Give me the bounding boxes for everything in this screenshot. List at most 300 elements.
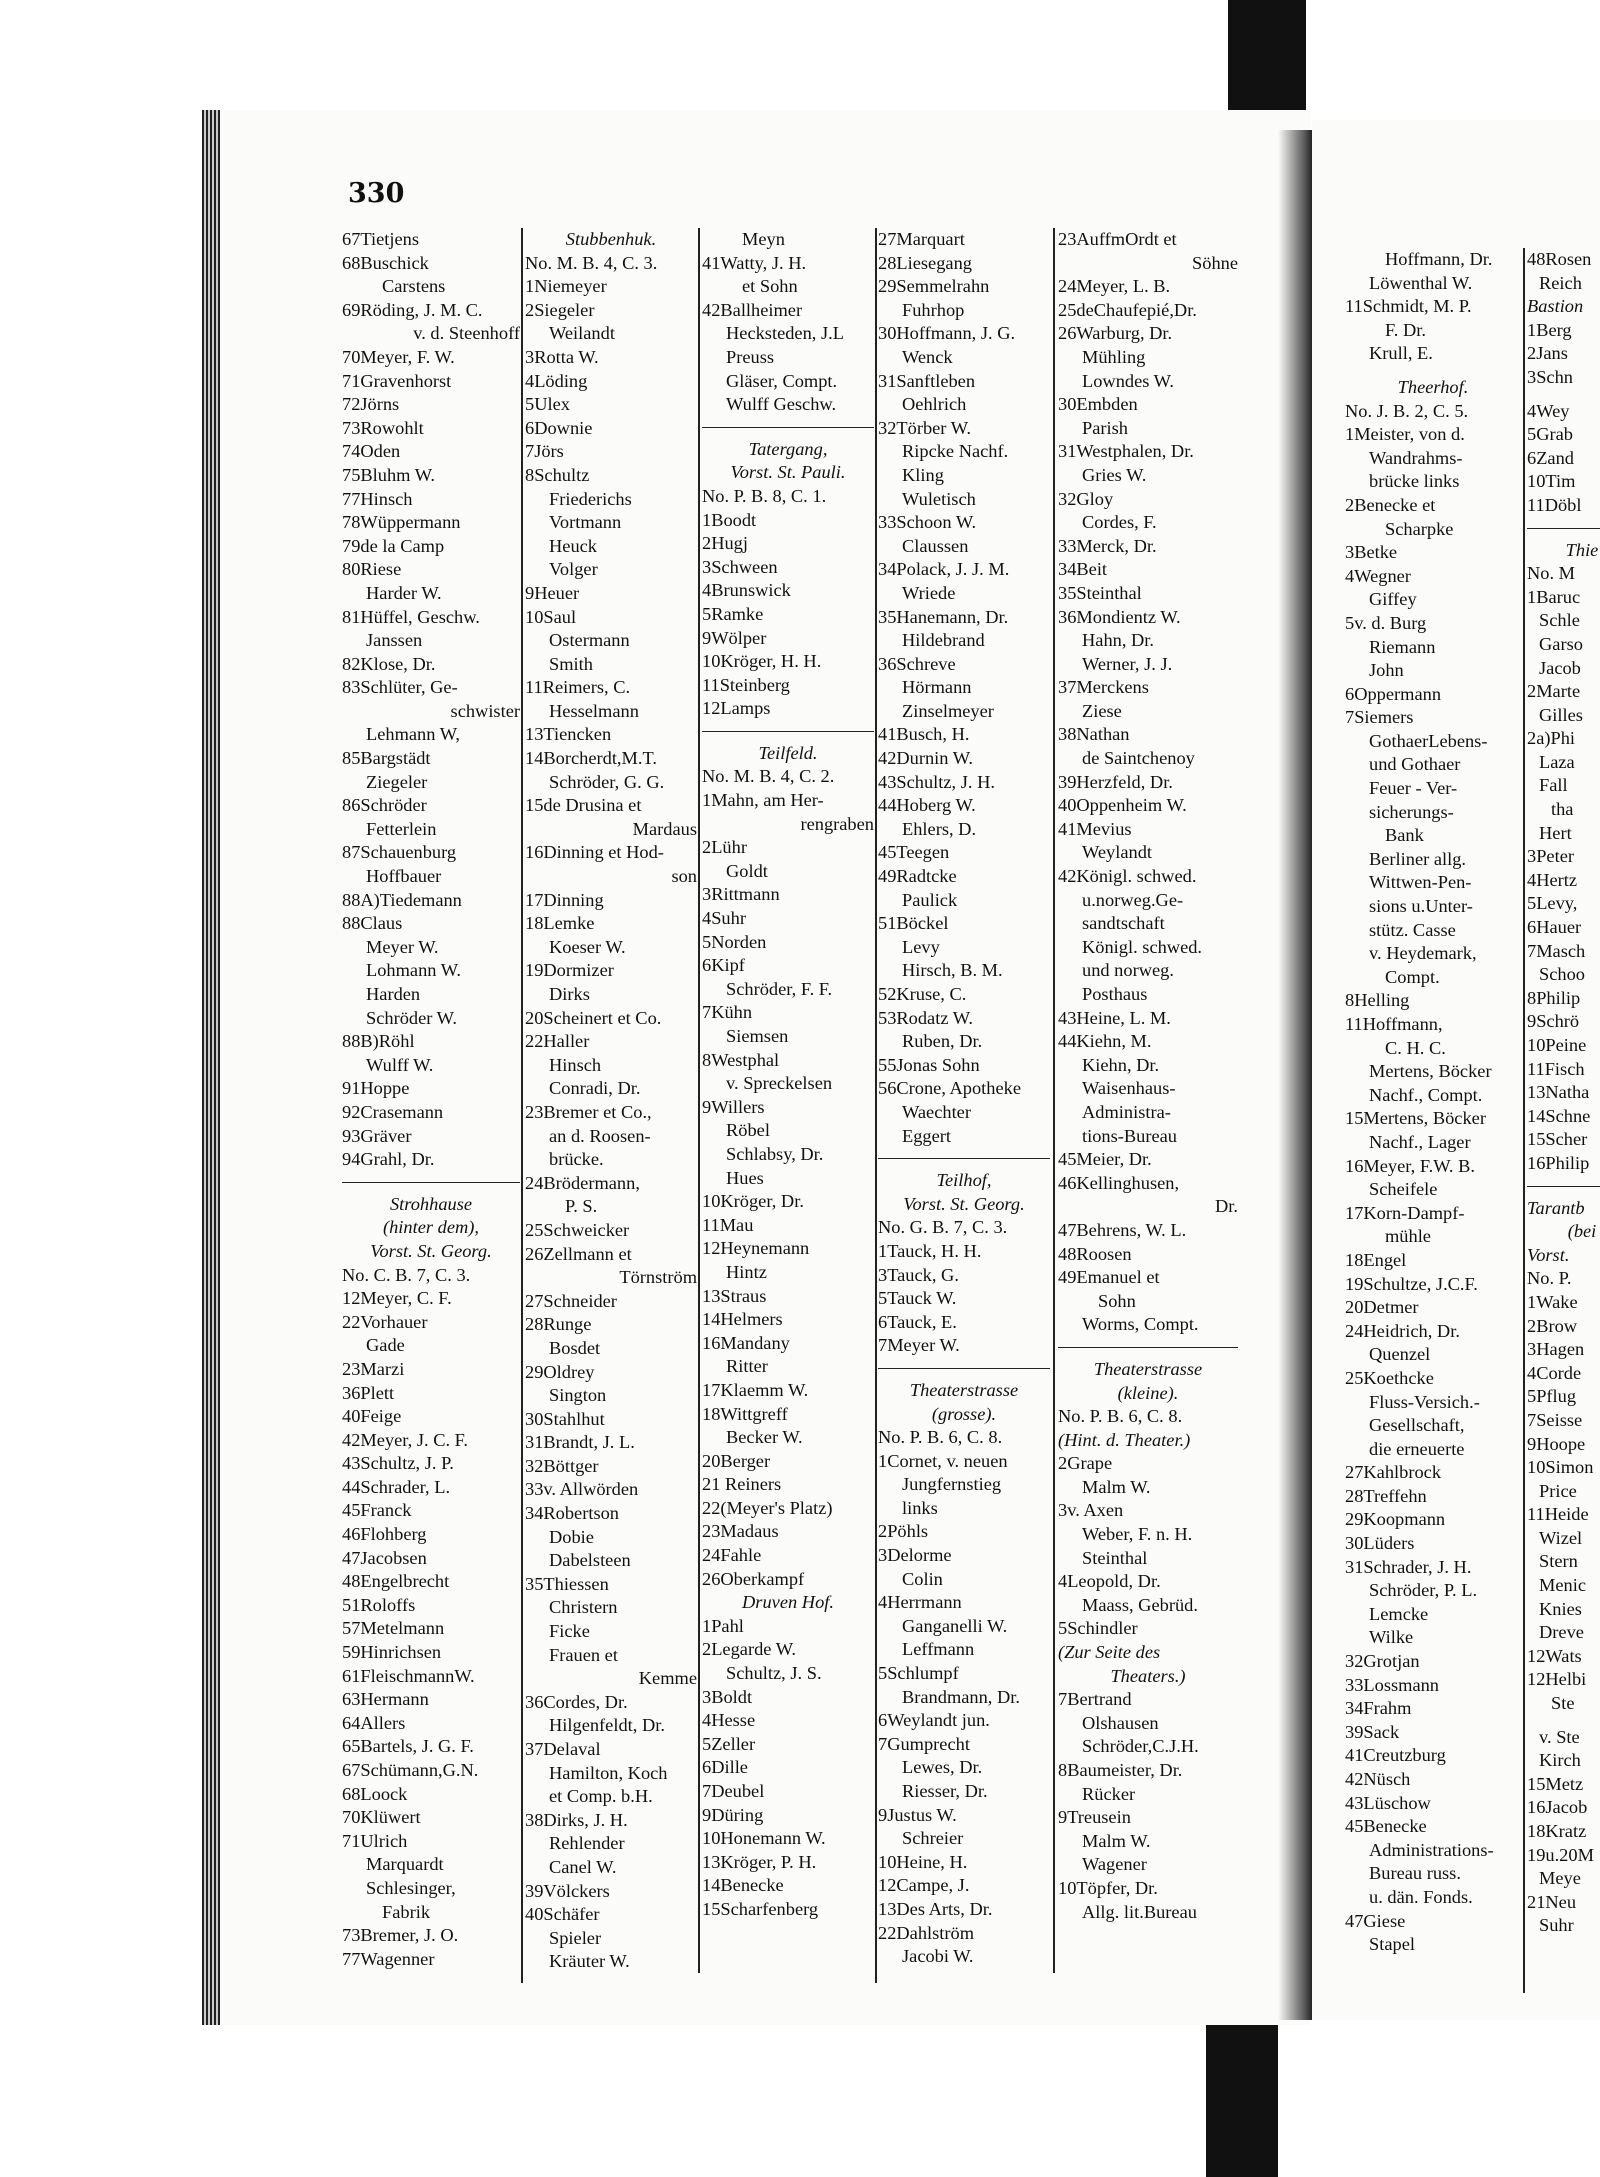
directory-entry: 3Rotta W. bbox=[525, 346, 599, 367]
directory-entry: 8Philip bbox=[1527, 987, 1581, 1008]
directory-entry: 85Bargstädt bbox=[342, 748, 431, 769]
directory-entry: 1Mahn, am Her- bbox=[702, 790, 824, 811]
directory-entry: Mardaus bbox=[632, 818, 697, 839]
directory-entry: Scharpke bbox=[1385, 518, 1454, 539]
directory-entry: 31Westphalen, Dr. bbox=[1058, 441, 1194, 462]
directory-entry: 7Meyer W. bbox=[878, 1335, 960, 1356]
directory-entry: Sington bbox=[549, 1385, 607, 1406]
directory-entry: 42Meyer, J. C. F. bbox=[342, 1429, 469, 1450]
street-heading: (bei bbox=[1567, 1221, 1597, 1242]
directory-entry: Fall bbox=[1539, 775, 1568, 796]
directory-entry: Jungfernstieg bbox=[902, 1474, 1002, 1495]
street-heading: Teilhof, bbox=[936, 1170, 992, 1191]
directory-entry: Feuer - Ver- bbox=[1369, 778, 1458, 799]
directory-entry: 17Korn-Dampf- bbox=[1345, 1202, 1465, 1223]
directory-entry: 37Delaval bbox=[525, 1739, 601, 1759]
directory-entry: Smith bbox=[549, 653, 593, 674]
directory-entry: Schlabsy, Dr. bbox=[726, 1143, 824, 1164]
column-divider bbox=[1053, 228, 1055, 1973]
directory-entry: v. Ste bbox=[1539, 1726, 1580, 1747]
directory-entry: 4Wegner bbox=[1345, 565, 1411, 586]
directory-entry: Colin bbox=[902, 1568, 943, 1589]
directory-entry: 56Crone, Apotheke bbox=[878, 1078, 1022, 1099]
directory-entry: 15Scher bbox=[1527, 1129, 1588, 1150]
directory-entry: 45Benecke bbox=[1345, 1816, 1427, 1837]
directory-entry: 15Mertens, Böcker bbox=[1345, 1108, 1486, 1129]
directory-entry: Lewes, Dr. bbox=[902, 1757, 983, 1778]
directory-entry: Hildebrand bbox=[902, 630, 985, 651]
directory-entry: 49Radtcke bbox=[878, 866, 957, 887]
directory-entry: 4Wey bbox=[1527, 400, 1570, 421]
directory-entry: Schultz, J. S. bbox=[726, 1663, 822, 1684]
directory-entry: Ziese bbox=[1082, 700, 1122, 721]
directory-entry: Wilke bbox=[1369, 1627, 1414, 1648]
right-page-column-2 bbox=[1527, 248, 1600, 1938]
directory-entry: 7Siemers bbox=[1345, 707, 1414, 728]
directory-entry: Fuhrhop bbox=[902, 299, 965, 320]
directory-entry: Administrations- bbox=[1369, 1839, 1494, 1860]
directory-entry: Jacob bbox=[1539, 657, 1581, 678]
directory-entry: 1Tauck, H. H. bbox=[878, 1240, 982, 1261]
directory-entry: No. G. B. 7, C. 3. bbox=[878, 1217, 1008, 1238]
directory-entry: 71Ulrich bbox=[342, 1830, 408, 1851]
directory-entry: 6Oppermann bbox=[1345, 683, 1442, 704]
directory-entry: 33v. Allwörden bbox=[525, 1479, 639, 1500]
directory-entry: Lehmann W, bbox=[366, 724, 460, 745]
directory-entry: 10Honemann W. bbox=[702, 1828, 826, 1849]
directory-entry: Riemann bbox=[1369, 636, 1436, 657]
directory-entry: 16Jacob bbox=[1527, 1797, 1588, 1818]
directory-entry: 19Dormizer bbox=[525, 960, 614, 981]
directory-entry: 48Rosen bbox=[1527, 249, 1592, 269]
directory-entry: 74Oden bbox=[342, 441, 401, 462]
directory-entry: GothaerLebens- bbox=[1369, 730, 1488, 751]
directory-entry: 81Hüffel, Geschw. bbox=[342, 606, 480, 627]
directory-entry: 21 Reiners bbox=[702, 1474, 782, 1495]
directory-entry: 28Runge bbox=[525, 1314, 592, 1335]
directory-entry: 23AuffmOrdt et bbox=[1058, 229, 1177, 249]
directory-entry: 13Natha bbox=[1527, 1082, 1590, 1103]
directory-entry: 15Metz bbox=[1527, 1773, 1584, 1794]
directory-entry: 32Gloy bbox=[1058, 488, 1114, 509]
column-divider bbox=[698, 228, 700, 1973]
directory-entry: 6Weylandt jun. bbox=[878, 1710, 990, 1731]
spacer bbox=[1527, 1716, 1600, 1726]
directory-entry: Wuletisch bbox=[902, 488, 976, 509]
directory-entry: 13Straus bbox=[702, 1285, 767, 1306]
directory-entry: Preuss bbox=[726, 346, 775, 367]
directory-entry: 21Neu bbox=[1527, 1891, 1577, 1912]
directory-entry: Levy bbox=[902, 936, 940, 957]
directory-entry: 11Döbl bbox=[1527, 494, 1582, 515]
directory-entry: 3Rittmann bbox=[702, 884, 780, 905]
directory-entry: Gläser, Compt. bbox=[726, 370, 838, 391]
directory-entry: Gade bbox=[366, 1335, 405, 1356]
directory-entry: 34Robertson bbox=[525, 1503, 619, 1524]
directory-entry: 33Schoon W. bbox=[878, 512, 977, 533]
street-heading: Strohhause bbox=[389, 1193, 473, 1214]
directory-entry: Scheifele bbox=[1369, 1179, 1438, 1200]
directory-entry: Schlesinger, bbox=[366, 1877, 456, 1898]
directory-entry: 6Tauck, E. bbox=[878, 1311, 957, 1332]
directory-entry: 9Justus W. bbox=[878, 1804, 957, 1825]
directory-entry: Meyer W. bbox=[366, 936, 439, 957]
directory-entry: 4Suhr bbox=[702, 908, 746, 929]
directory-entry: 12Campe, J. bbox=[878, 1875, 970, 1896]
directory-entry: Ehlers, D. bbox=[902, 818, 977, 839]
directory-entry: 63Hermann bbox=[342, 1689, 429, 1710]
directory-entry: sions u.Unter- bbox=[1369, 896, 1473, 917]
directory-entry: 24Heidrich, Dr. bbox=[1345, 1320, 1460, 1341]
directory-entry: Suhr bbox=[1539, 1915, 1574, 1936]
directory-entry: 31Sanftleben bbox=[878, 370, 976, 391]
directory-entry: Canel W. bbox=[549, 1856, 617, 1877]
directory-entry: Hörmann bbox=[902, 677, 972, 698]
directory-entry: 40Feige bbox=[342, 1406, 402, 1427]
directory-entry: 4Brunswick bbox=[702, 580, 791, 601]
directory-entry: 30Hoffmann, J. G. bbox=[878, 323, 1016, 344]
directory-entry: Lohmann W. bbox=[366, 960, 462, 981]
directory-entry: und norweg. bbox=[1082, 960, 1174, 981]
directory-entry: v. d. Steenhoff bbox=[413, 323, 520, 344]
street-heading: Stubbenhuk. bbox=[565, 229, 657, 249]
directory-entry: Garso bbox=[1539, 633, 1583, 654]
directory-entry: Kirch bbox=[1539, 1750, 1581, 1771]
directory-entry: 33Lossmann bbox=[1345, 1674, 1439, 1695]
street-heading: (kleine). bbox=[1117, 1382, 1179, 1403]
directory-entry: 11Heide bbox=[1527, 1504, 1589, 1525]
directory-entry: 94Grahl, Dr. bbox=[342, 1149, 435, 1170]
directory-entry: 9Treusein bbox=[1058, 1807, 1131, 1828]
directory-entry: Schröder W. bbox=[366, 1007, 457, 1028]
directory-entry: 42Nüsch bbox=[1345, 1769, 1411, 1789]
directory-entry: Wagener bbox=[1082, 1854, 1147, 1875]
street-heading: Tarantb bbox=[1527, 1197, 1585, 1218]
directory-entry: F. Dr. bbox=[1385, 319, 1426, 340]
directory-entry: No. P. B. 8, C. 1. bbox=[702, 485, 827, 506]
directory-entry: et Comp. b.H. bbox=[549, 1786, 653, 1807]
directory-entry: 2Hugj bbox=[702, 533, 748, 554]
directory-entry: 16Mandany bbox=[702, 1332, 790, 1353]
directory-entry: 53Rodatz W. bbox=[878, 1007, 974, 1028]
directory-entry: 4Hesse bbox=[702, 1710, 756, 1731]
directory-entry: 47Behrens, W. L. bbox=[1058, 1219, 1187, 1240]
directory-entry: Worms, Compt. bbox=[1082, 1314, 1199, 1335]
directory-entry: Riesser, Dr. bbox=[902, 1781, 988, 1801]
section-rule bbox=[1058, 1347, 1238, 1348]
directory-entry: 7Bertrand bbox=[1058, 1689, 1132, 1710]
street-heading: Theaterstrasse bbox=[1093, 1358, 1203, 1379]
directory-entry: Hoffmann, Dr. bbox=[1385, 249, 1493, 269]
directory-entry: brücke links bbox=[1369, 471, 1460, 492]
scan-border-bottom bbox=[1206, 2025, 1278, 2177]
section-rule bbox=[1527, 1186, 1600, 1187]
directory-entry: 2Legarde W. bbox=[702, 1639, 796, 1660]
directory-entry: 32Böttger bbox=[525, 1455, 599, 1476]
directory-entry: Lemcke bbox=[1369, 1603, 1429, 1624]
directory-entry: Weilandt bbox=[549, 323, 615, 344]
gutter-shadow bbox=[1278, 130, 1312, 2020]
directory-entry: 5Tauck W. bbox=[878, 1288, 957, 1309]
directory-entry: 14Helmers bbox=[702, 1309, 783, 1330]
directory-entry: Paulick bbox=[902, 889, 958, 910]
directory-entry: 5Levy, bbox=[1527, 893, 1578, 914]
directory-entry: 28Liesegang bbox=[878, 252, 972, 273]
directory-entry: 39Sack bbox=[1345, 1721, 1400, 1742]
directory-entry: Kemme bbox=[638, 1668, 697, 1689]
page-number: 330 bbox=[348, 178, 405, 209]
directory-entry: 45Meier, Dr. bbox=[1058, 1149, 1152, 1170]
directory-entry: 5Schindler bbox=[1058, 1618, 1138, 1639]
directory-entry: 2a)Phi bbox=[1527, 728, 1576, 749]
directory-entry: 1Wake bbox=[1527, 1291, 1578, 1312]
column-divider bbox=[521, 228, 523, 1983]
directory-column-1 bbox=[342, 228, 520, 1971]
directory-entry: Zinselmeyer bbox=[902, 700, 994, 721]
directory-entry: 78Wüppermann bbox=[342, 512, 461, 533]
directory-entry: 12Wats bbox=[1527, 1645, 1582, 1666]
section-rule bbox=[1527, 528, 1600, 529]
directory-entry: Nachf., Lager bbox=[1369, 1131, 1471, 1152]
directory-entry: 22Dahlström bbox=[878, 1922, 975, 1943]
directory-entry: 2Pöhls bbox=[878, 1521, 929, 1542]
directory-entry: Christern bbox=[549, 1597, 618, 1618]
directory-entry: 24Fahle bbox=[702, 1545, 762, 1566]
directory-entry: 64Allers bbox=[342, 1712, 406, 1733]
directory-entry: Wittwen-Pen- bbox=[1369, 872, 1472, 893]
directory-entry: 12Helbi bbox=[1527, 1669, 1587, 1690]
directory-entry: 16Dinning et Hod- bbox=[525, 842, 664, 863]
directory-entry: 71Gravenhorst bbox=[342, 370, 452, 391]
directory-entry: 11Hoffmann, bbox=[1345, 1014, 1443, 1034]
directory-entry: 67Schümann,G.N. bbox=[342, 1760, 479, 1780]
directory-entry: 11Mau bbox=[702, 1214, 754, 1235]
directory-entry: 10Töpfer, Dr. bbox=[1058, 1877, 1158, 1898]
directory-entry: 10Kröger, Dr. bbox=[702, 1191, 804, 1212]
directory-entry: 8Schultz bbox=[525, 464, 590, 485]
directory-entry: 10Tim bbox=[1527, 471, 1576, 492]
directory-entry: Steinthal bbox=[1082, 1547, 1148, 1568]
directory-entry: 42Ballheimer bbox=[702, 299, 803, 320]
directory-entry: 25deChaufepié,Dr. bbox=[1058, 299, 1197, 320]
directory-entry: Törnström bbox=[619, 1267, 697, 1288]
directory-entry: 48Roosen bbox=[1058, 1243, 1132, 1264]
directory-entry: 43Schultz, J. P. bbox=[342, 1453, 454, 1474]
directory-entry: 1Boodt bbox=[702, 509, 757, 530]
directory-entry: 47Giese bbox=[1345, 1910, 1406, 1931]
directory-entry: No. M. B. 4, C. 3. bbox=[525, 252, 658, 273]
column-divider bbox=[875, 228, 877, 1983]
street-heading: (Hint. d. Theater.) bbox=[1058, 1429, 1191, 1450]
directory-entry: Giffey bbox=[1369, 589, 1417, 610]
directory-entry: v. Heydemark, bbox=[1369, 943, 1477, 964]
directory-entry: 68Loock bbox=[342, 1783, 408, 1804]
directory-entry: Dreve bbox=[1539, 1622, 1584, 1643]
directory-entry: 7Jörs bbox=[525, 441, 564, 462]
directory-entry: 65Bartels, J. G. F. bbox=[342, 1736, 474, 1757]
directory-entry: 13Kröger, P. H. bbox=[702, 1851, 817, 1872]
directory-entry: 24Meyer, L. B. bbox=[1058, 276, 1171, 297]
directory-entry: 3Hagen bbox=[1527, 1339, 1585, 1360]
directory-entry: 6Zand bbox=[1527, 447, 1574, 468]
directory-entry: Fabrik bbox=[382, 1901, 431, 1922]
directory-entry: Olshausen bbox=[1082, 1712, 1159, 1733]
directory-entry: Friederichs bbox=[549, 488, 632, 509]
directory-entry: Hintz bbox=[726, 1261, 767, 1282]
directory-entry: Schreier bbox=[902, 1828, 964, 1849]
directory-entry: 1Berg bbox=[1527, 319, 1572, 340]
directory-entry: 5Zeller bbox=[702, 1733, 756, 1754]
directory-entry: Dobie bbox=[549, 1526, 594, 1547]
directory-entry: Posthaus bbox=[1082, 984, 1148, 1004]
directory-entry: 12Heynemann bbox=[702, 1238, 810, 1259]
directory-entry: 35Hanemann, Dr. bbox=[878, 606, 1009, 627]
directory-entry: 43Heine, L. M. bbox=[1058, 1007, 1171, 1028]
directory-entry: P. S. bbox=[565, 1196, 598, 1217]
directory-entry: 48Engelbrecht bbox=[342, 1571, 450, 1592]
directory-entry: 43Lüschow bbox=[1345, 1792, 1431, 1813]
street-heading: (Zur Seite des bbox=[1058, 1642, 1161, 1663]
directory-entry: 10Simon bbox=[1527, 1457, 1594, 1478]
directory-entry: 5Ulex bbox=[525, 394, 570, 415]
street-heading: Druven Hof. bbox=[742, 1592, 834, 1613]
directory-entry: Ziegeler bbox=[366, 771, 428, 792]
directory-entry: 4Löding bbox=[525, 370, 588, 391]
directory-entry: 86Schröder bbox=[342, 795, 427, 816]
directory-entry: 12Meyer, C. F. bbox=[342, 1288, 452, 1309]
directory-entry: 35Thiessen bbox=[525, 1573, 609, 1594]
directory-entry: Lowndes W. bbox=[1082, 370, 1174, 391]
directory-entry: 8Westphal bbox=[702, 1049, 780, 1070]
directory-entry: Carstens bbox=[382, 276, 446, 297]
directory-entry: 1Cornet, v. neuen bbox=[878, 1450, 1008, 1471]
directory-entry: Fetterlein bbox=[366, 818, 437, 839]
directory-entry: 9Willers bbox=[702, 1096, 765, 1117]
directory-entry: 29Oldrey bbox=[525, 1361, 595, 1382]
directory-entry: 26Oberkampf bbox=[702, 1568, 805, 1589]
section-rule bbox=[702, 427, 874, 428]
directory-entry: Hert bbox=[1539, 822, 1572, 843]
directory-entry: 33Merck, Dr. bbox=[1058, 535, 1157, 556]
directory-entry: Hahn, Dr. bbox=[1082, 630, 1155, 651]
directory-entry: 15de Drusina et bbox=[525, 795, 642, 816]
directory-entry: 4Corde bbox=[1527, 1362, 1582, 1383]
directory-entry: Hinsch bbox=[549, 1054, 602, 1075]
directory-entry: Schoo bbox=[1539, 964, 1585, 985]
directory-entry: Rehlender bbox=[549, 1833, 625, 1854]
right-page-column-1 bbox=[1345, 248, 1521, 1957]
directory-entry: Königl. schwed. bbox=[1082, 936, 1203, 957]
directory-entry: Schröder, F. F. bbox=[726, 978, 833, 999]
directory-entry: 82Klose, Dr. bbox=[342, 653, 436, 674]
directory-entry: Hirsch, B. M. bbox=[902, 960, 1003, 981]
directory-entry: 36Plett bbox=[342, 1382, 395, 1403]
directory-entry: No. M bbox=[1527, 563, 1576, 584]
directory-entry: Price bbox=[1539, 1480, 1577, 1501]
directory-entry: 45Teegen bbox=[878, 842, 950, 863]
directory-entry: 13Tiencken bbox=[525, 724, 612, 745]
directory-entry: Wenck bbox=[902, 346, 953, 367]
directory-entry: 7Masch bbox=[1527, 940, 1586, 961]
directory-entry: 3Schween bbox=[702, 556, 778, 577]
directory-entry: 80Riese bbox=[342, 559, 402, 580]
directory-entry: an d. Roosen- bbox=[549, 1125, 651, 1146]
directory-entry: 5Ramke bbox=[702, 603, 764, 624]
directory-entry: 51Roloffs bbox=[342, 1594, 416, 1615]
directory-entry: sandtschaft bbox=[1082, 913, 1165, 934]
directory-entry: 26Warburg, Dr. bbox=[1058, 323, 1173, 344]
directory-entry: 28Treffehn bbox=[1345, 1485, 1427, 1506]
directory-entry: 27Kahlbrock bbox=[1345, 1462, 1442, 1483]
directory-entry: Bank bbox=[1385, 825, 1424, 846]
directory-entry: 22(Meyer's Platz) bbox=[702, 1497, 833, 1518]
directory-entry: 3v. Axen bbox=[1058, 1500, 1124, 1521]
directory-entry: Claussen bbox=[902, 535, 969, 556]
directory-entry: 67Tietjens bbox=[342, 229, 419, 249]
directory-entry: 92Crasemann bbox=[342, 1101, 444, 1122]
directory-entry: 23Madaus bbox=[702, 1521, 779, 1542]
directory-entry: Wriede bbox=[902, 582, 956, 603]
directory-entry: 34Polack, J. J. M. bbox=[878, 559, 1010, 580]
directory-entry: 16Philip bbox=[1527, 1152, 1590, 1173]
directory-entry: 11Reimers, C. bbox=[525, 677, 631, 698]
directory-entry: 30Lüders bbox=[1345, 1533, 1415, 1554]
directory-entry: 77Wagenner bbox=[342, 1948, 435, 1969]
directory-entry: Mertens, Böcker bbox=[1369, 1061, 1492, 1082]
directory-entry: Ritter bbox=[726, 1356, 768, 1377]
directory-entry: Wizel bbox=[1539, 1527, 1583, 1548]
directory-entry: 34Beit bbox=[1058, 559, 1108, 580]
directory-entry: v. Spreckelsen bbox=[726, 1073, 833, 1094]
directory-entry: Knies bbox=[1539, 1598, 1582, 1619]
directory-entry: 88A)Tiedemann bbox=[342, 889, 462, 910]
directory-entry: No. P. B. 6, C. 8. bbox=[878, 1427, 1003, 1448]
directory-entry: 57Metelmann bbox=[342, 1618, 445, 1639]
directory-entry: Kling bbox=[902, 464, 944, 485]
directory-entry: Löwenthal W. bbox=[1369, 272, 1473, 293]
directory-entry: 72Jörns bbox=[342, 394, 400, 415]
directory-entry: 73Bremer, J. O. bbox=[342, 1925, 459, 1946]
directory-entry: 30Stahlhut bbox=[525, 1408, 605, 1429]
directory-entry: Mühling bbox=[1082, 346, 1146, 367]
directory-entry: 6Hauer bbox=[1527, 917, 1582, 938]
directory-entry: 9Schrö bbox=[1527, 1011, 1580, 1032]
directory-entry: 7Deubel bbox=[702, 1781, 765, 1801]
directory-entry: 15Scharfenberg bbox=[702, 1898, 819, 1919]
directory-entry: 18Lemke bbox=[525, 913, 595, 934]
directory-entry: Conradi, Dr. bbox=[549, 1078, 641, 1099]
directory-entry: 4Leopold, Dr. bbox=[1058, 1571, 1161, 1592]
directory-entry: 59Hinrichsen bbox=[342, 1642, 442, 1663]
directory-entry: u.norweg.Ge- bbox=[1082, 889, 1184, 910]
directory-entry: Kiehn, Dr. bbox=[1082, 1054, 1160, 1075]
directory-entry: Schröder, P. L. bbox=[1369, 1580, 1478, 1601]
directory-entry: Laza bbox=[1539, 751, 1575, 772]
directory-entry: Ganganelli W. bbox=[902, 1615, 1008, 1636]
directory-entry: 10Heine, H. bbox=[878, 1851, 968, 1872]
directory-entry: Krull, E. bbox=[1369, 343, 1433, 364]
directory-entry: 19u.20M bbox=[1527, 1844, 1594, 1865]
directory-entry: 35Steinthal bbox=[1058, 582, 1142, 603]
directory-entry: Kräuter W. bbox=[549, 1951, 630, 1972]
directory-entry: Stern bbox=[1539, 1551, 1578, 1572]
directory-entry: 70Meyer, F. W. bbox=[342, 346, 455, 367]
directory-entry: 18Wittgreff bbox=[702, 1403, 788, 1424]
directory-entry: Vortmann bbox=[549, 512, 622, 533]
directory-entry: 31Brandt, J. L. bbox=[525, 1432, 635, 1453]
directory-entry: 46Flohberg bbox=[342, 1524, 427, 1545]
directory-entry: Ostermann bbox=[549, 630, 630, 651]
